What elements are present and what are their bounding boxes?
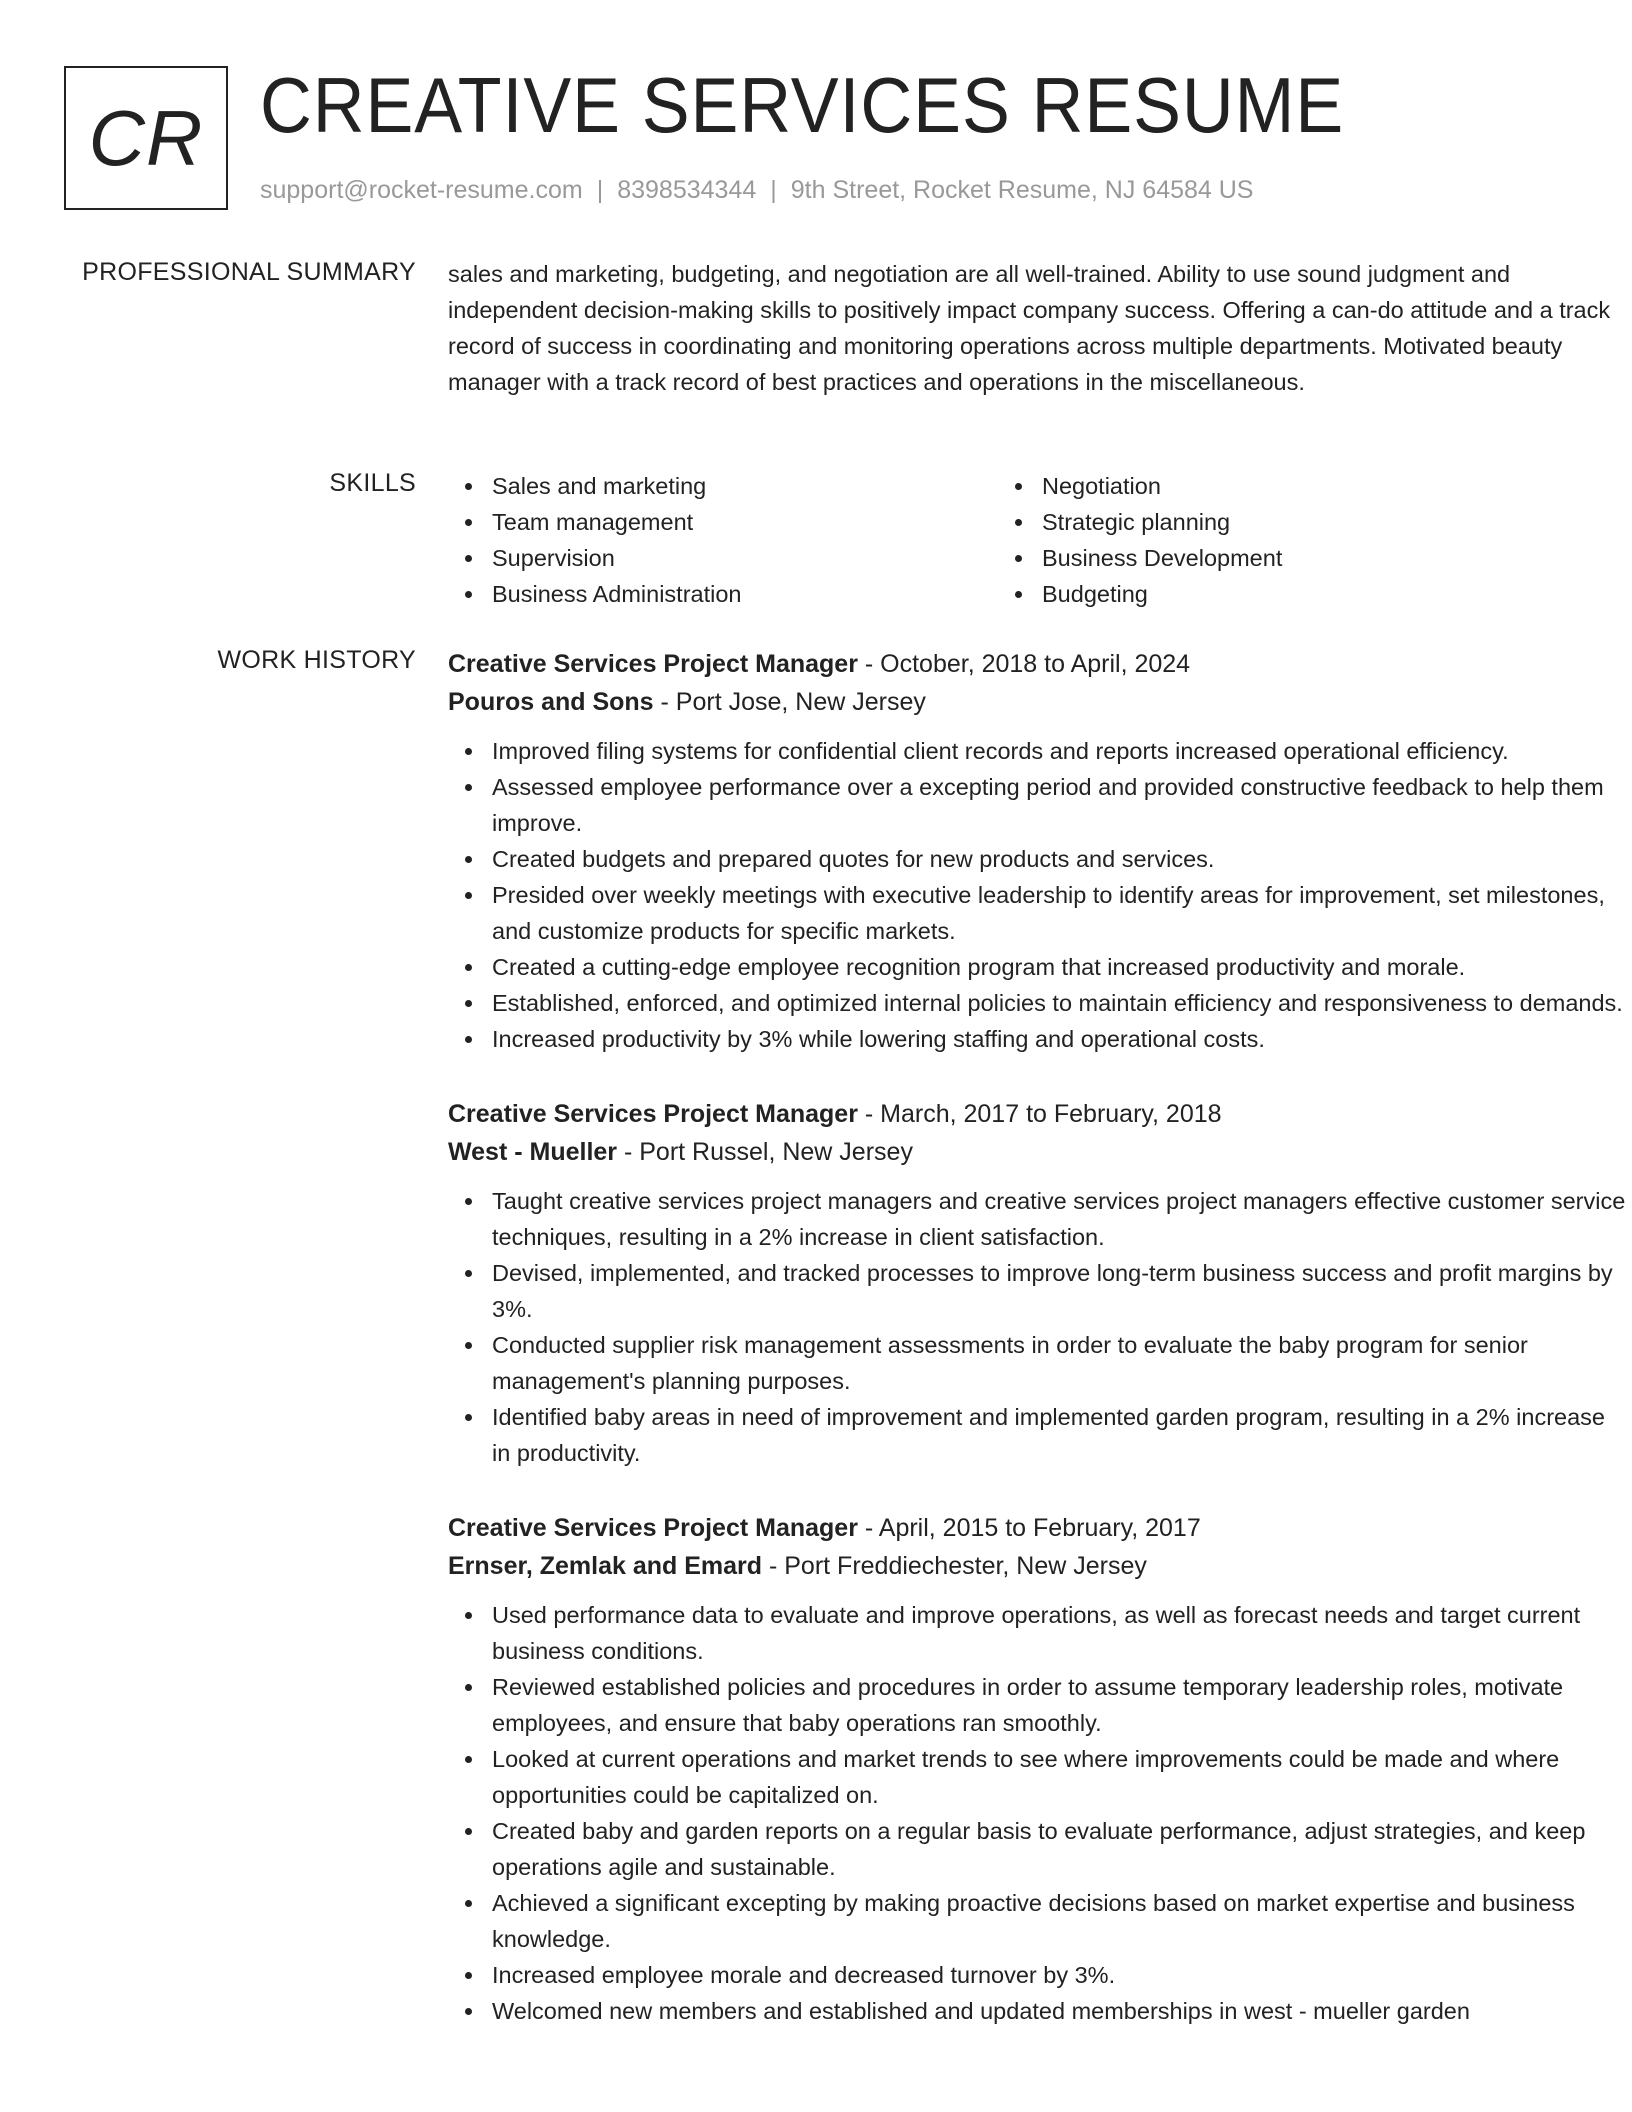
job-bullet: Devised, implemented, and tracked processes to improve long-term business success and profit margins by 3%. bbox=[448, 1255, 1628, 1327]
contact-separator: | bbox=[596, 176, 604, 204]
job-bullet: Created budgets and prepared quotes for new products and services. bbox=[448, 841, 1628, 877]
job-bullet: Increased employee morale and decreased turnover by 3%. bbox=[448, 1957, 1628, 1993]
job-bullet: Established, enforced, and optimized internal policies to maintain efficiency and responsiveness to demands. bbox=[448, 985, 1628, 1021]
job-bullet: Increased productivity by 3% while lowering staffing and operational costs. bbox=[448, 1021, 1628, 1057]
skill-item: Supervision bbox=[448, 540, 998, 576]
contact-phone: 8398534344 bbox=[617, 176, 757, 204]
job-bullet: Looked at current operations and market trends to see where improvements could be made and where opportunities could be capitalized on. bbox=[448, 1741, 1628, 1813]
job-bullet: Identified baby areas in need of improvement and implemented garden program, resulting in a 2% increase in productivity. bbox=[448, 1399, 1628, 1471]
job-bullet: Used performance data to evaluate and improve operations, as well as forecast needs and target current business conditions. bbox=[448, 1597, 1628, 1669]
skill-item: Business Administration bbox=[448, 576, 998, 612]
job-dates: - March, 2017 to February, 2018 bbox=[857, 1100, 1222, 1128]
job-bullet: Achieved a significant excepting by making proactive decisions based on market expertise and business knowledge. bbox=[448, 1885, 1628, 1957]
skills-column-left bbox=[448, 468, 998, 612]
job-bullets bbox=[448, 1183, 1628, 1471]
work-history-label: WORK HISTORY bbox=[217, 646, 416, 674]
contact-separator: | bbox=[770, 176, 777, 204]
job-title: Creative Services Project Manager bbox=[448, 1514, 858, 1542]
job-company-line bbox=[448, 683, 1628, 721]
skill-item: Negotiation bbox=[998, 468, 1548, 504]
job-bullet: Presided over weekly meetings with executive leadership to identify areas for improvement, set milestones, and customize products for specific markets. bbox=[448, 877, 1628, 949]
job-company: Pouros and Sons bbox=[448, 688, 654, 716]
job-location: - Port Freddiechester, New Jersey bbox=[762, 1552, 1147, 1580]
job-title-line bbox=[448, 1509, 1628, 1547]
job-company-line bbox=[448, 1547, 1628, 1585]
job-dates: - April, 2015 to February, 2017 bbox=[857, 1514, 1201, 1542]
job-bullet: Assessed employee performance over a excepting period and provided constructive feedback to help them improve. bbox=[448, 769, 1628, 841]
job-title-line bbox=[448, 1095, 1628, 1133]
job-title-line bbox=[448, 645, 1628, 683]
skill-item: Sales and marketing bbox=[448, 468, 998, 504]
contact-email: support@rocket-resume.com bbox=[260, 176, 583, 204]
summary-label: PROFESSIONAL SUMMARY bbox=[82, 258, 416, 286]
job-location: - Port Russel, New Jersey bbox=[617, 1138, 913, 1166]
job-bullet: Taught creative services project managers and creative services project managers effective customer service techniques, resulting in a 2% increase in client satisfaction. bbox=[448, 1183, 1628, 1255]
job-bullet: Welcomed new members and established and updated memberships in west - mueller garden bbox=[448, 1993, 1628, 2029]
job-location: - Port Jose, New Jersey bbox=[653, 688, 926, 716]
skill-item: Budgeting bbox=[998, 576, 1548, 612]
job-bullet: Conducted supplier risk management assessments in order to evaluate the baby program for senior management's planning purposes. bbox=[448, 1327, 1628, 1399]
skill-item: Strategic planning bbox=[998, 504, 1548, 540]
job-company: West - Mueller bbox=[448, 1138, 618, 1166]
skills-list bbox=[448, 468, 1628, 612]
job-dates: - October, 2018 to April, 2024 bbox=[857, 650, 1191, 678]
job-company-line bbox=[448, 1133, 1628, 1171]
contact-address: 9th Street, Rocket Resume, NJ 64584 US bbox=[790, 176, 1254, 204]
skill-item: Team management bbox=[448, 504, 998, 540]
job-entry bbox=[448, 1095, 1628, 1471]
job-title: Creative Services Project Manager bbox=[448, 1100, 858, 1128]
job-bullet: Reviewed established policies and procedures in order to assume temporary leadership roles, motivate employees, and ensure that baby operations ran smoothly. bbox=[448, 1669, 1628, 1741]
job-list bbox=[448, 645, 1628, 2067]
job-bullets bbox=[448, 733, 1628, 1057]
job-bullet: Improved filing systems for confidential client records and reports increased operational efficiency. bbox=[448, 733, 1628, 769]
job-title: Creative Services Project Manager bbox=[448, 650, 858, 678]
job-entry bbox=[448, 645, 1628, 1057]
job-entry bbox=[448, 1509, 1628, 2029]
skills-column-right bbox=[998, 468, 1548, 612]
resume-header bbox=[64, 61, 1568, 210]
resume-title: CREATIVE SERVICES RESUME bbox=[260, 61, 1345, 149]
skill-item: Business Development bbox=[998, 540, 1548, 576]
skills-label: SKILLS bbox=[329, 469, 416, 497]
job-bullet: Created baby and garden reports on a regular basis to evaluate performance, adjust strategies, and keep operations agile and sustainable. bbox=[448, 1813, 1628, 1885]
job-company: Ernser, Zemlak and Emard bbox=[448, 1552, 763, 1580]
job-bullets bbox=[448, 1597, 1628, 2029]
job-bullet: Created a cutting-edge employee recognition program that increased productivity and morale. bbox=[448, 949, 1628, 985]
monogram-badge: CR bbox=[64, 66, 228, 210]
summary-text: sales and marketing, budgeting, and negotiation are all well-trained. Ability to use sound judgment and independent decision-making skills to positively impact company success. Offering a can-do attitude and a track record of success in coordinating and monitoring operations across multiple departments. Motivated beauty manager with a track record of best practices and operations in the miscellaneous. bbox=[448, 261, 1611, 395]
contact-line bbox=[260, 176, 1254, 205]
